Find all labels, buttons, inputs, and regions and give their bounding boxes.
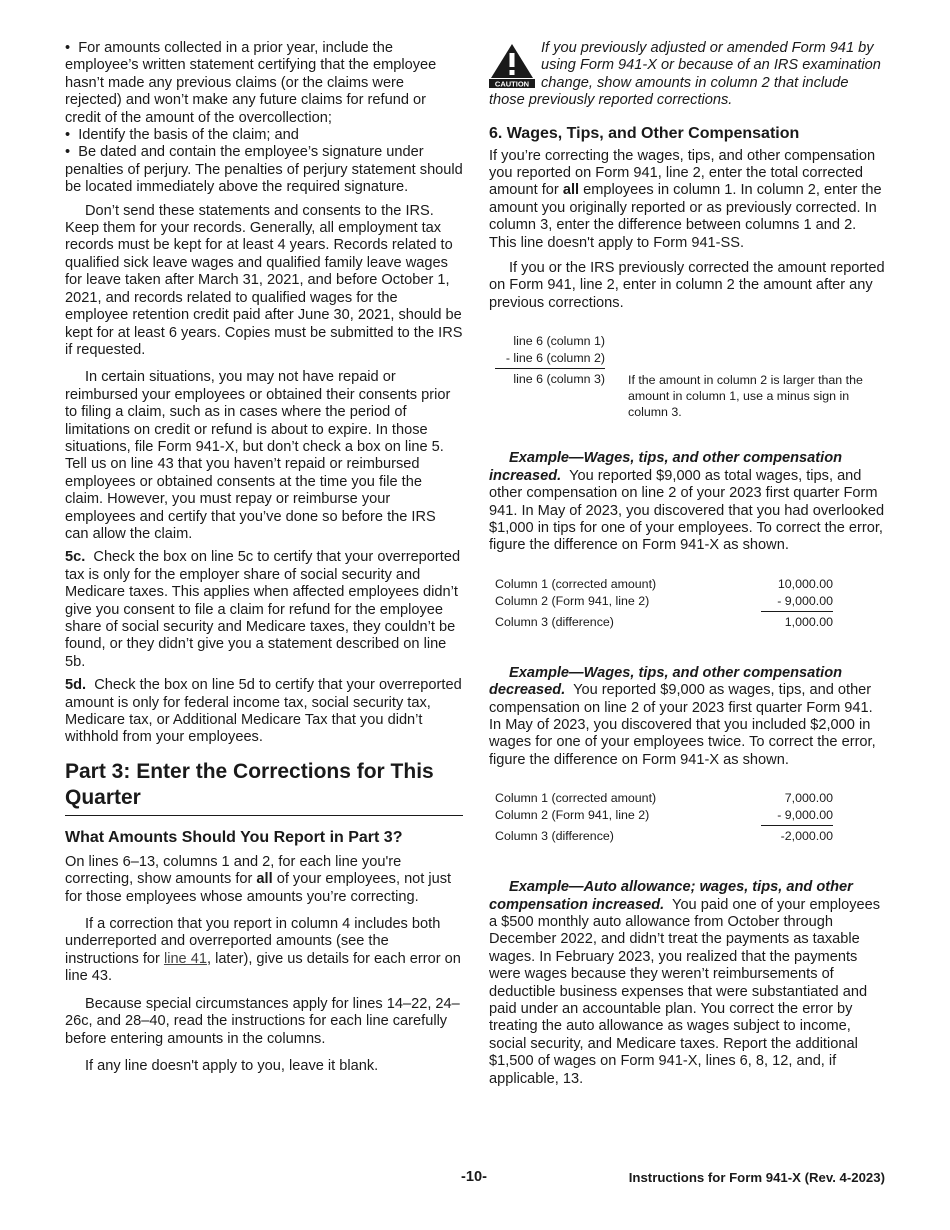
line-5d-label: 5d. [65,677,87,694]
table-row-value: - 9,000.00 [777,808,833,823]
example-2-heading: Example—Wages, tips, and other compensation decreased. [489,664,843,699]
line-41-link[interactable]: line 41 [163,950,207,967]
records-paragraph: Don’t send these statements and consents to the IRS. Keep them for your records. Generally, all employment tax records must be kept for at least 4 years. Records related to qualified sick leave wages and qualified family leave wages for leave taken after March 31, 2021, and before October 1, 2021, and records related to qualified wages for the employee retention credit paid after June 30, 2021, should be kept for at least 6 years. Copies must be submitted to the IRS if requested. [65,202,463,358]
table-row-label: Column 2 (Form 941, line 2) [495,593,650,608]
table-row-value: -2,000.00 [780,829,833,844]
caution-box [489,40,887,110]
what-amounts-paragraph-1: On lines 6–13, columns 1 and 2, for each line you're correcting, show amounts for all of your employees, not just for those employees whose amounts you’re correcting. [65,853,452,905]
section-6-heading: 6. Wages, Tips, and Other Compensation [489,124,800,142]
table-row-value: 10,000.00 [777,576,833,591]
example-1-heading: Example—Wages, tips, and other compensation increased. [489,450,843,484]
example-3-heading: Example—Auto allowance; wages, tips, and other compensation increased. [489,879,853,913]
line-6-calculation [489,330,887,426]
table-row-value: 7,000.00 [784,791,833,806]
caution-label: CAUTION [494,79,530,88]
table-row-label: Column 3 (difference) [495,614,614,629]
left-column [65,40,463,1075]
bullet-item: • Be dated and contain the employee’s signature under penalties of perjury. The penalties of perjury statement should be located immediately above the required signature. [65,144,463,196]
what-amounts-heading: What Amounts Should You Report in Part 3? [65,828,403,846]
document-title: Instructions for Form 941-X (Rev. 4-2023) [628,1170,885,1185]
bullet-item: • For amounts collected in a prior year, include the employee’s written statement certifying that the employee hasn’t made any previous claims (or the claims were rejected) and won’t make any future claims for refund or credit of the amount of the overcollection; [65,40,437,126]
example-2: Example—Wages, tips, and other compensation decreased. You reported $9,000 as wages, tips, and other compensation on line 2 of your 2023 first quarter Form 941. In May of 2023, you discovered that you included $2,000 in wages for one of your employees twice. To correct the error, figure the difference on Form 941-X as shown. [489,664,876,768]
what-amounts-paragraph-3: Because special circumstances apply for lines 14–22, 24–26c, and 28–40, read the instructions for each line carefully before entering amounts in the columns. [65,995,460,1047]
table-row-label: Column 1 (corrected amount) [495,576,657,591]
part3-heading: Part 3: Enter the Corrections for This Quarter [65,759,463,816]
table-row-label: Column 1 (corrected amount) [495,791,657,806]
line-5d-paragraph: 5d. Check the box on line 5d to certify that your overreported amount is only for federal income tax, social security tax, Medicare tax, or Additional Medicare Tax that you didn’t withhold from your employees. [65,677,462,746]
line-5c-paragraph: 5c. Check the box on line 5c to certify that your overreported tax is only for the employer share of social security and Medicare taxes. This applies when affected employees didn’t give you consent to file a claim for refund for the employee share of social security and Medicare taxes, they couldn’t be found, or they didn’t give you a statement described on line 5b. [65,549,461,670]
what-amounts-paragraph-2: If a correction that you report in column 4 includes both underreported and overreported amounts (see the instructions for line 41, later), give us details for each error on line 43. [65,916,461,985]
calc-rule [495,368,605,369]
caution-text: If you previously adjusted or amended Form 941 by using Form 941-X or because of an IRS examination change, show amounts in column 2 that include those previously reported corrections. [489,40,881,109]
calc-line-1: line 6 (column 1) [513,334,605,349]
calc-note: If the amount in column 2 is larger than the amount in column 1, use a minus sign in column 3. [628,373,863,420]
what-amounts-paragraph-4: If any line doesn't apply to you, leave it blank. [85,1057,379,1074]
table-row-value: - 9,000.00 [777,593,833,608]
table-sum-rule [761,825,833,826]
calc-line-3: line 6 (column 3) [513,372,605,387]
table-row-label: Column 3 (difference) [495,829,614,844]
table-sum-rule [761,611,833,612]
section-6-paragraph-1: If you’re correcting the wages, tips, and other compensation you reported on Form 941, line 2, enter the total corrected amount for all employees in column 1. In column 2, enter the amount you originally reported or as previously corrected. In column 3, enter the difference between columns 1 and 2. This line doesn't apply to Form 941-SS. [489,147,882,251]
page-number: -10- [461,1169,487,1185]
example-1-table [489,577,887,635]
right-column [489,40,887,1088]
caution-triangle-icon [489,42,535,88]
example-1: Example—Wages, tips, and other compensation increased. You reported $9,000 as total wages, tips, and other compensation on line 2 of your 2023 first quarter Form 941. In May of 2023, you discovered that you had overlooked $1,000 in tips for one of your employees. To correct the error, figure the difference on Form 941-X as shown. [489,450,885,554]
line-5c-label: 5c. [65,549,86,566]
caution-icon [489,42,535,88]
certain-situations-paragraph: In certain situations, you may not have repaid or reimbursed your employees or obtained their consents prior to filing a claim, such as in cases where the period of limitations on credit or refund is about to expire. In those situations, file Form 941-X, but don’t check a box on line 5. Tell us on line 43 that you haven’t repaid or reimbursed employees or obtained consents at the time you file the claim. However, you must repay or reimburse your employees and certify that you’ve done so before the IRS can allow the claim. [65,369,451,542]
table-row-label: Column 2 (Form 941, line 2) [495,808,650,823]
bullet-item: • Identify the basis of the claim; and [65,127,299,144]
example-2-table [489,791,887,849]
section-6-paragraph-2: If you or the IRS previously corrected the amount reported on Form 941, line 2, enter in column 2 the amount after any previous corrections. [489,260,885,311]
table-row-value: 1,000.00 [784,614,833,629]
example-3: Example—Auto allowance; wages, tips, and other compensation increased. You paid one of your employees a $500 monthly auto allowance from October through December 2022, and didn’t treat the payments as taxable wages. In February 2023, you realized that the payments were wages because they weren’t reimbursements of deductible business expenses that were substantiated and paid under an accountable plan. You correct the error by treating the auto allowance as wages subject to income, social security, and Medicare taxes. Report the additional $1,500 of wages on Form 941-X, lines 6, 8, 12, and, if applicable, 13. [489,879,881,1087]
calc-line-2: - line 6 (column 2) [505,351,605,366]
